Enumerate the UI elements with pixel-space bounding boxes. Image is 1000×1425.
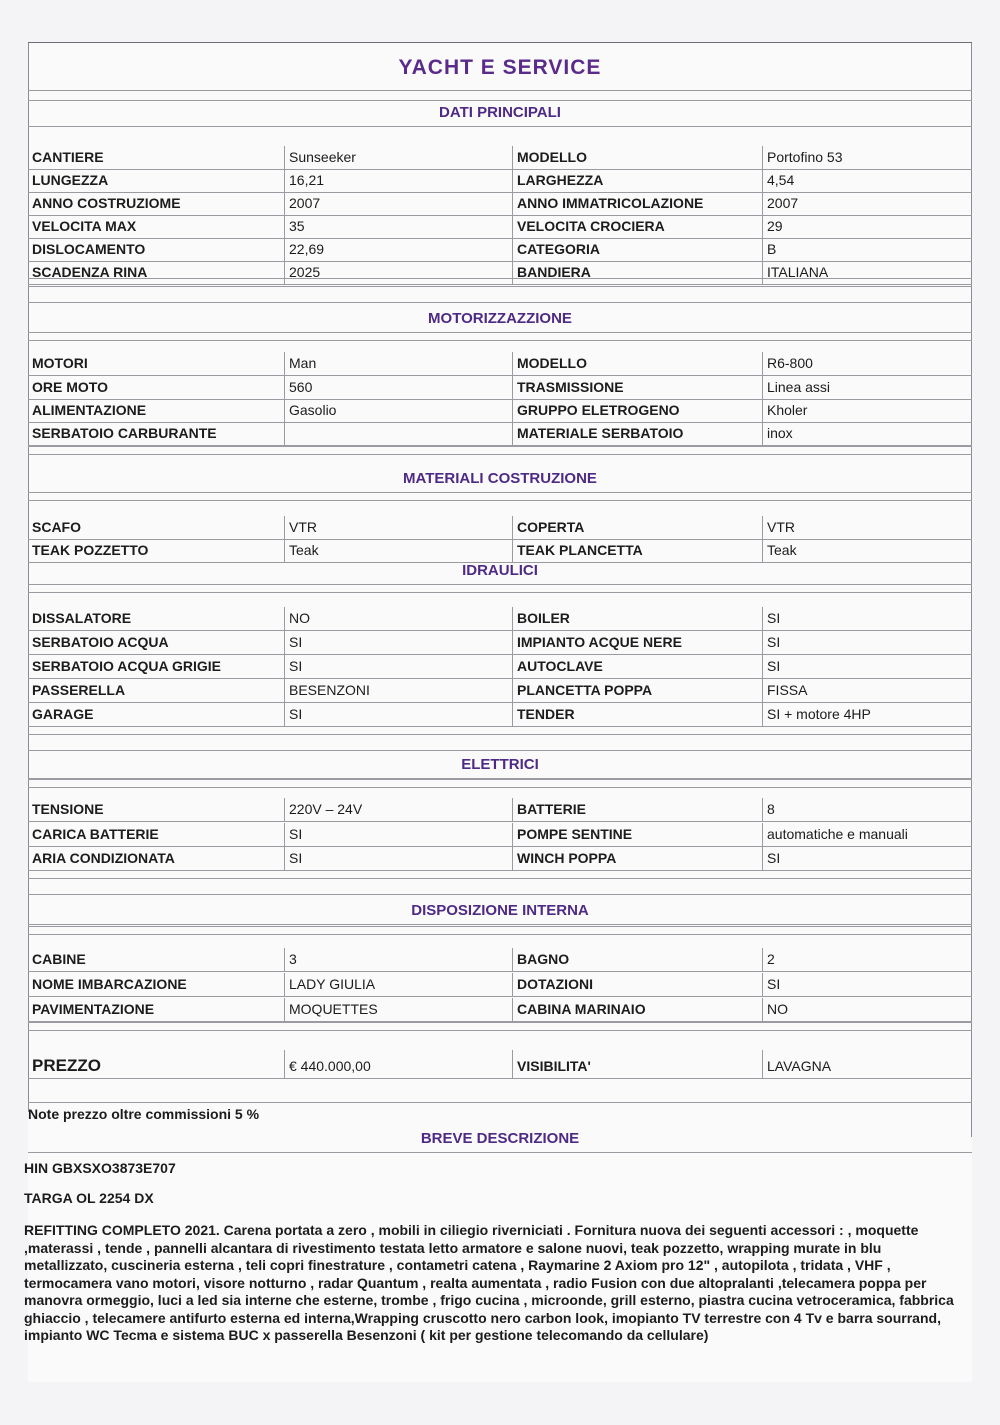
dati-label-l1: ANNO COSTRUZIOME: [32, 195, 181, 211]
elettrici-label-l2: BATTERIE: [512, 798, 765, 821]
dati-label-l1: DISLOCAMENTO: [32, 241, 146, 257]
interni-value-v2: 2: [762, 948, 973, 971]
rule: [28, 734, 972, 735]
rule: [28, 1102, 972, 1103]
rule: [28, 332, 972, 333]
motori-value-v1: Gasolio: [284, 399, 513, 422]
dati-value-v1: 22,69: [284, 238, 513, 261]
price-value: € 440.000,00: [284, 1050, 513, 1078]
interni-label-l2: DOTAZIONI: [512, 973, 765, 996]
section-heading-elettrici: ELETTRICI: [461, 756, 539, 773]
section-heading-dati: DATI PRINCIPALI: [439, 104, 561, 121]
motori-label-l2: MATERIALE SERBATOIO: [512, 422, 765, 445]
dati-value-v2: 29: [762, 215, 973, 238]
interni-label-l1: CABINE: [32, 951, 86, 967]
rule: [28, 446, 972, 447]
motori-value-v1: 560: [284, 376, 513, 399]
rule: [28, 286, 972, 287]
elettrici-row: [28, 847, 972, 871]
idraulici-row: [28, 631, 972, 655]
dati-row: [28, 192, 972, 216]
visibility-label: VISIBILITA': [512, 1050, 765, 1078]
idraulici-value-v2: SI: [762, 631, 973, 654]
elettrici-value-v1: SI: [284, 823, 513, 846]
dati-row: [28, 261, 972, 285]
motori-label-l2: GRUPPO ELETROGENO: [512, 399, 765, 422]
rule: [28, 750, 972, 751]
section-heading-idraulici: IDRAULICI: [462, 562, 538, 579]
idraulici-value-v1: SI: [284, 631, 513, 654]
dati-value-v1: 16,21: [284, 169, 513, 192]
materiali-row: [28, 516, 972, 540]
rule: [28, 1030, 972, 1031]
materiali-value-v2: Teak: [762, 539, 973, 562]
dati-label-l1: CANTIERE: [32, 149, 104, 165]
dati-label-l2: MODELLO: [512, 146, 765, 169]
dati-label-l2: LARGHEZZA: [512, 169, 765, 192]
elettrici-row: [28, 823, 972, 847]
idraulici-label-l1: DISSALATORE: [32, 610, 132, 626]
motori-row: [28, 352, 972, 376]
materiali-value-v1: VTR: [284, 516, 513, 539]
idraulici-value-v2: SI + motore 4HP: [762, 703, 973, 726]
motori-value-v2: Linea assi: [762, 376, 973, 399]
interni-value-v1: MOQUETTES: [284, 998, 513, 1021]
rule: [28, 934, 972, 935]
dati-label-l2: CATEGORIA: [512, 238, 765, 261]
interni-value-v2: NO: [762, 998, 973, 1021]
rule: [28, 779, 972, 780]
rule: [28, 584, 972, 585]
motori-label-l2: TRASMISSIONE: [512, 376, 765, 399]
rule: [28, 894, 972, 895]
dati-label-l2: BANDIERA: [512, 261, 765, 284]
idraulici-label-l2: BOILER: [512, 607, 765, 630]
idraulici-label-l1: GARAGE: [32, 706, 94, 722]
idraulici-value-v1: SI: [284, 703, 513, 726]
rule: [28, 926, 972, 927]
interni-label-l1: NOME IMBARCAZIONE: [32, 976, 187, 992]
dati-label-l1: LUNGEZZA: [32, 172, 109, 188]
materiali-label-l1: TEAK POZZETTO: [32, 542, 149, 558]
dati-value-v1: 2025: [284, 261, 513, 284]
rule: [28, 302, 972, 303]
motori-label-l1: ALIMENTAZIONE: [32, 402, 147, 418]
idraulici-value-v1: BESENZONI: [284, 679, 513, 702]
idraulici-row: [28, 655, 972, 679]
elettrici-label-l1: ARIA CONDIZIONATA: [32, 850, 175, 866]
elettrici-label-l1: TENSIONE: [32, 801, 104, 817]
motori-value-v2: R6-800: [762, 352, 973, 375]
section-heading-materiali: MATERIALI COSTRUZIONE: [403, 470, 597, 487]
elettrici-label-l2: POMPE SENTINE: [512, 823, 765, 846]
elettrici-value-v1: SI: [284, 847, 513, 870]
dati-value-v2: 2007: [762, 192, 973, 215]
motori-value-v2: Kholer: [762, 399, 973, 422]
idraulici-label-l1: PASSERELLA: [32, 682, 126, 698]
visibility-value: LAVAGNA: [762, 1050, 973, 1078]
elettrici-value-v2: SI: [762, 847, 973, 870]
idraulici-value-v2: SI: [762, 607, 973, 630]
dati-label-l2: VELOCITA CROCIERA: [512, 215, 765, 238]
rule: [28, 1022, 972, 1023]
motori-label-l1: ORE MOTO: [32, 379, 108, 395]
price-row: [28, 1050, 972, 1079]
idraulici-label-l2: TENDER: [512, 703, 765, 726]
motori-value-v1: [284, 422, 513, 445]
idraulici-label-l2: PLANCETTA POPPA: [512, 679, 765, 702]
elettrici-label-l1: CARICA BATTERIE: [32, 826, 159, 842]
dati-row: [28, 238, 972, 262]
interni-row: [28, 973, 972, 997]
dati-label-l1: SCADENZA RINA: [32, 264, 148, 280]
idraulici-value-v1: SI: [284, 655, 513, 678]
motori-label-l1: SERBATOIO CARBURANTE: [32, 425, 217, 441]
elettrici-row: [28, 798, 972, 822]
materiali-value-v1: Teak: [284, 539, 513, 562]
price-label: PREZZO: [32, 1056, 101, 1075]
materiali-value-v2: VTR: [762, 516, 973, 539]
idraulici-value-v1: NO: [284, 607, 513, 630]
idraulici-row: [28, 607, 972, 631]
interni-row: [28, 998, 972, 1022]
dati-value-v1: 2007: [284, 192, 513, 215]
dati-value-v2: Portofino 53: [762, 146, 973, 169]
idraulici-row: [28, 703, 972, 727]
dati-value-v2: ITALIANA: [762, 261, 973, 284]
interni-value-v2: SI: [762, 973, 973, 996]
materiali-label-l1: SCAFO: [32, 519, 81, 535]
rule: [28, 126, 972, 127]
dati-value-v1: 35: [284, 215, 513, 238]
materiali-label-l2: COPERTA: [512, 516, 765, 539]
elettrici-value-v2: automatiche e manuali: [762, 823, 973, 846]
idraulici-value-v2: FISSA: [762, 679, 973, 702]
interni-label-l1: PAVIMENTAZIONE: [32, 1001, 155, 1017]
interni-value-v1: 3: [284, 948, 513, 971]
top-border: [28, 42, 972, 43]
motori-row: [28, 399, 972, 423]
rule: [28, 492, 972, 493]
description-heading: BREVE DESCRIZIONE: [420, 1130, 580, 1147]
interni-label-l2: CABINA MARINAIO: [512, 998, 765, 1021]
rule: [28, 924, 972, 925]
motori-row: [28, 422, 972, 446]
interni-label-l2: BAGNO: [512, 948, 765, 971]
section-heading-interni: DISPOSIZIONE INTERNA: [411, 902, 589, 919]
spec-sheet: [24, 42, 972, 1382]
idraulici-label-l1: SERBATOIO ACQUA: [32, 634, 169, 650]
idraulici-label-l2: IMPIANTO ACQUE NERE: [512, 631, 765, 654]
rule: [28, 90, 972, 91]
price-note: Note prezzo oltre commissioni 5 %: [28, 1106, 260, 1122]
elettrici-value-v2: 8: [762, 798, 973, 821]
rule: [28, 340, 972, 341]
rule: [28, 878, 972, 879]
rule: [28, 100, 972, 101]
dati-value-v2: B: [762, 238, 973, 261]
dati-label-l2: ANNO IMMATRICOLAZIONE: [512, 192, 765, 215]
rule: [28, 1152, 972, 1153]
dati-label-l1: VELOCITA MAX: [32, 218, 137, 234]
idraulici-label-l1: SERBATOIO ACQUA GRIGIE: [32, 658, 222, 674]
document-title: YACHT E SERVICE: [398, 56, 602, 79]
rule: [28, 454, 972, 455]
dati-row: [28, 215, 972, 239]
description-text: REFITTING COMPLETO 2021. Carena portata a zero , mobili in ciliegio riverniciati . Fornitura nuova dei seguenti accessori : , moquette ,materassi , tende , pannelli alcantara di rivestimento testata letto armatore e salone nuovi, teak pozzetto, wrapping murate in blu metallizzato, cuscineria esterna , teli copri finestrature , contametri catena , Raymarine 2 Axiom pro 12" , autopilota , tridata , VHF , termocamera vano motori, visore notturno , radar Quantum , realta aumentata , radio Fusion con due altopralanti ,telecamera poppa per manovra ormeggio, luci a led sia interne che esterne, trombe , frigo cucina , microonde, grill esterno, piastra cucina vetroceramica, fabbrica ghiaccio , telecamere antifurto esterna ed interna,Wrapping cruscotto nero carbon look, imopianto TV terrestre con 4 Tv e barra sourrand, impianto WC Tecma e sistema BUC x passerella Besenzoni ( kit per gestione telecomando da cellulare): [24, 1222, 954, 1343]
motori-value-v2: inox: [762, 422, 973, 445]
motori-label-l1: MOTORI: [32, 355, 88, 371]
section-heading-motori: MOTORIZZAZZIONE: [428, 310, 572, 327]
motori-label-l2: MODELLO: [512, 352, 765, 375]
dati-value-v2: 4,54: [762, 169, 973, 192]
idraulici-value-v2: SI: [762, 655, 973, 678]
dati-row: [28, 146, 972, 170]
materiali-row: [28, 539, 972, 563]
elettrici-label-l2: WINCH POPPA: [512, 847, 765, 870]
rule: [28, 500, 972, 501]
elettrici-value-v1: 220V – 24V: [284, 798, 513, 821]
idraulici-row: [28, 679, 972, 703]
motori-value-v1: Man: [284, 352, 513, 375]
rule: [28, 592, 972, 593]
motori-row: [28, 376, 972, 400]
hin-code: HIN GBXSXO3873E707: [24, 1160, 176, 1176]
dati-row: [28, 169, 972, 193]
interni-value-v1: LADY GIULIA: [284, 973, 513, 996]
dati-value-v1: Sunseeker: [284, 146, 513, 169]
interni-row: [28, 948, 972, 972]
idraulici-label-l2: AUTOCLAVE: [512, 655, 765, 678]
rule: [28, 787, 972, 788]
targa-code: TARGA OL 2254 DX: [24, 1190, 154, 1206]
materiali-label-l2: TEAK PLANCETTA: [512, 539, 765, 562]
